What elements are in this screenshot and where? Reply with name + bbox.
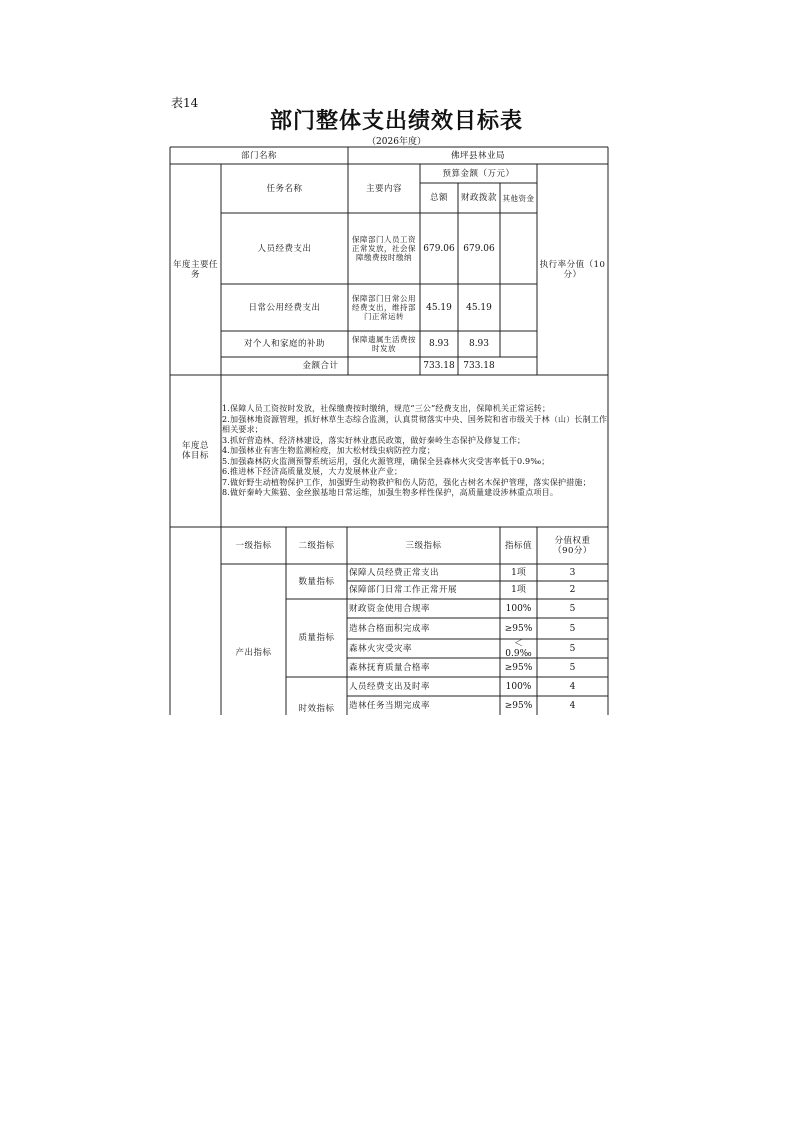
timeliness-indicator-label: 时效指标 xyxy=(298,704,335,714)
document-year: （2026年度） xyxy=(367,137,426,147)
task-row-2-total: 45.19 xyxy=(426,302,452,313)
indicator-row-name: 造林任务当期完成率 xyxy=(349,700,431,711)
indicator-row-value: 1项 xyxy=(511,567,526,578)
indicator-row-name: 造林合格面积完成率 xyxy=(349,623,431,634)
task-row-1-total: 679.06 xyxy=(423,243,455,254)
indicator-row-value: 100% xyxy=(505,603,532,614)
quantity-indicator-label: 数量指标 xyxy=(298,576,335,587)
goal-line: 5.加强森林防火监测预警系统运用，强化火源管理，确保全县森林火灾受害率低于0.9‰； xyxy=(222,456,550,466)
goal-line: 3.抓好营造林、经济林建设，落实好林业惠民政策，做好秦岭生态保护及修复工作； xyxy=(222,435,526,445)
indicator-row-value: ≥95% xyxy=(504,662,533,673)
task-row-1-fiscal: 679.06 xyxy=(463,243,495,254)
indicator-row-name: 保障人员经费正常支出 xyxy=(349,567,440,578)
goal-line: 6.推进林下经济高质量发展，大力发展林业产业； xyxy=(222,467,403,476)
task-row-1-name: 人员经费支出 xyxy=(257,243,312,254)
dept-name-label: 部门名称 xyxy=(240,150,277,161)
indicator-value-header: 指标值 xyxy=(504,540,532,551)
task-row-2-other xyxy=(500,284,537,331)
indicator-row-value: 100% xyxy=(505,681,532,692)
indicator-row-weight: 4 xyxy=(569,681,576,692)
indicator-row-weight: 2 xyxy=(569,585,576,595)
weight-header: 分值权重（90分） xyxy=(553,535,592,556)
budget-other-header: 其他资金 xyxy=(502,193,535,203)
indicator-row-value: 1项 xyxy=(511,585,526,595)
annual-goal-text xyxy=(222,404,608,499)
goal-line: 4.加强林业有害生物监测检疫，加大松材线虫病防控力度； xyxy=(222,446,436,455)
annual-goal-label: 年度总体目标 xyxy=(182,441,210,461)
indicator-row-weight: 5 xyxy=(569,603,576,614)
output-indicator-label: 产出指标 xyxy=(235,647,272,658)
table-number-label: 表14 xyxy=(171,96,199,110)
task-name-header: 任务名称 xyxy=(266,183,303,194)
level1-indicator-header: 一级指标 xyxy=(235,540,272,551)
indicator-row-value: ≥95% xyxy=(504,623,533,634)
goal-line: 1.保障人员工资按时发放，社保缴费按时缴纳，规范“三公”经费支出，保障机关正常运转； xyxy=(222,404,551,413)
quality-indicator-label: 质量指标 xyxy=(298,633,335,643)
task-row-3-name: 对个人和家庭的补助 xyxy=(243,339,325,349)
indicator-row-value: ≥95% xyxy=(504,700,533,711)
level3-indicator-header: 三级指标 xyxy=(405,540,442,551)
indicator-row-name: 森林抚育质量合格率 xyxy=(349,662,431,673)
task-row-3-total: 8.93 xyxy=(428,339,450,349)
task-row-3-fiscal: 8.93 xyxy=(468,339,490,349)
sum-total: 733.18 xyxy=(423,361,455,371)
dept-name-value: 佛坪县林业局 xyxy=(450,150,505,161)
task-row-2-fiscal: 45.19 xyxy=(466,302,492,313)
task-row-1-content: 保障部门人员工资正常发放，社会保障缴费按时缴纳 xyxy=(352,235,416,262)
execution-score-label: 执行率分值（10分） xyxy=(539,259,606,280)
budget-amount-header: 预算金额（万元） xyxy=(442,168,515,179)
level2-indicator-header: 二级指标 xyxy=(298,540,335,551)
indicator-row-name: 森林火灾受灾率 xyxy=(349,643,413,654)
task-row-2-name: 日常公用经费支出 xyxy=(248,302,321,313)
indicator-row-name: 保障部门日常工作正常开展 xyxy=(349,585,458,595)
indicator-row-weight: 4 xyxy=(569,700,576,711)
annual-tasks-label: 年度主要任务 xyxy=(173,259,219,280)
indicator-row-weight: 3 xyxy=(569,567,576,578)
task-row-1-other xyxy=(500,213,537,284)
indicator-row-weight: 5 xyxy=(569,643,576,654)
indicator-row-name: 人员经费支出及时率 xyxy=(349,681,431,692)
task-row-3-content: 保障遗属生活费按时发放 xyxy=(352,335,416,353)
goal-line: 8.做好秦岭大熊猫、金丝猴基地日常运维，加强生物多样性保护，高质量建设涉林重点项目。 xyxy=(222,488,559,497)
document-title: 部门整体支出绩效目标表 xyxy=(269,109,523,134)
budget-total-header: 总额 xyxy=(429,193,448,203)
task-row-3-other xyxy=(500,331,537,357)
task-content-header: 主要内容 xyxy=(365,183,402,194)
goal-line: 7.做好野生动植物保护工作，加强野生动物救护和伤人防范，强化古树名木保护管理，落实保护措施； xyxy=(222,477,591,487)
budget-fiscal-header: 财政拨款 xyxy=(460,193,497,203)
sum-label: 金额合计 xyxy=(302,361,339,371)
indicator-row-weight: 5 xyxy=(569,623,576,634)
sum-fiscal: 733.18 xyxy=(463,361,495,371)
indicator-row-weight: 5 xyxy=(569,662,576,673)
indicator-row-name: 财政资金使用合规率 xyxy=(349,603,431,614)
indicator-row-value: ＜0.9‰ xyxy=(505,638,532,659)
goal-line: 2.加强林地资源管理，抓好林草生态综合监测，认真贯彻落实中央、国务院和省市级关于林（山）长制工作相关要求； xyxy=(222,414,608,434)
task-row-2-content: 保障部门日常公用经费支出，维持部门正常运转 xyxy=(352,294,416,321)
